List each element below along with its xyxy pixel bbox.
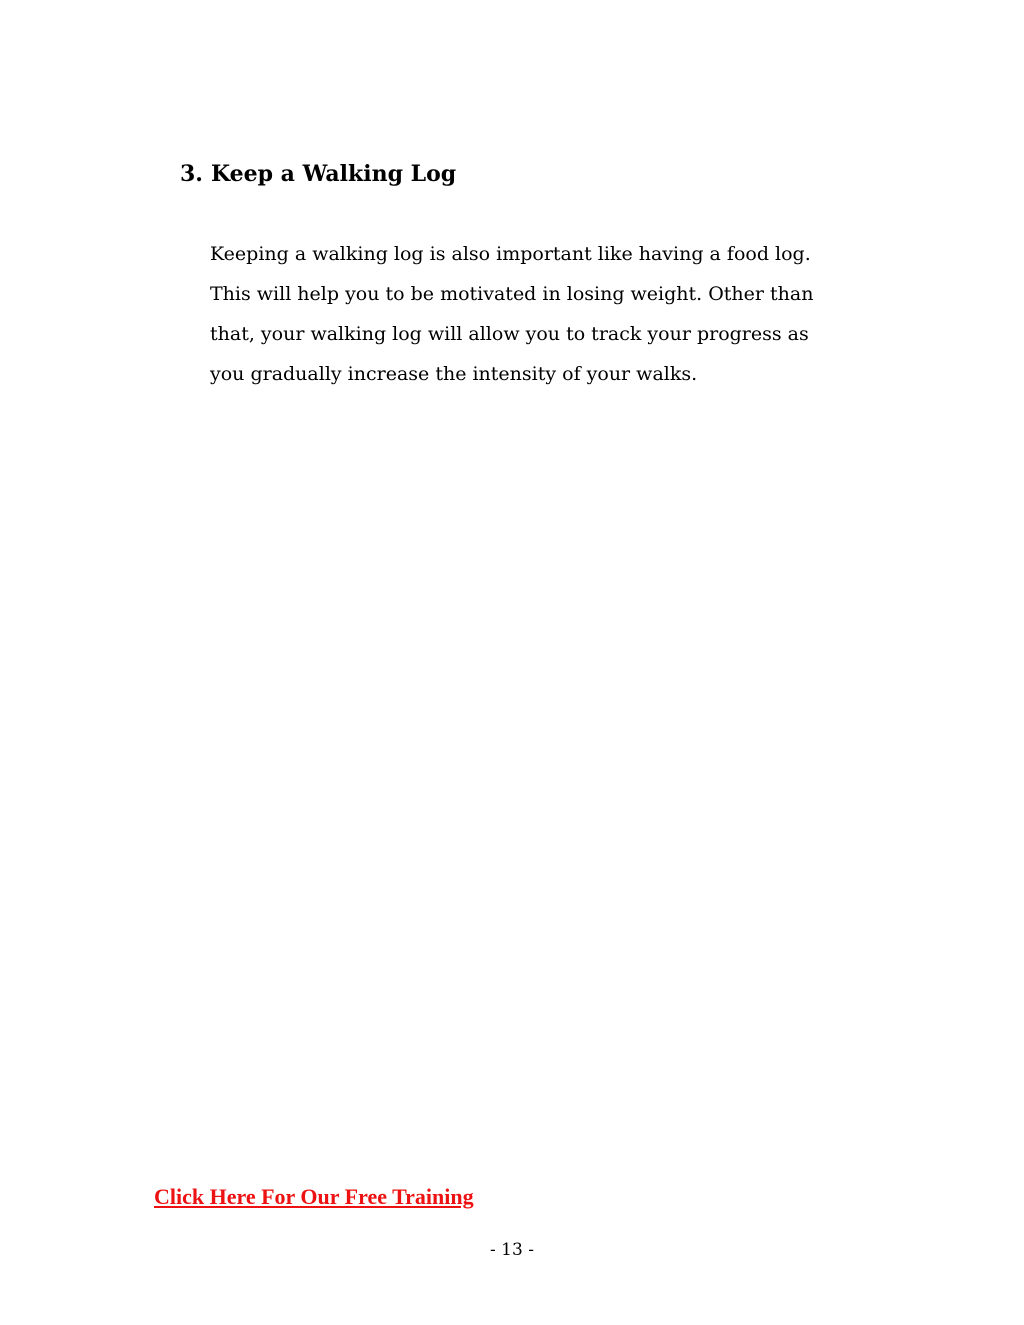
paragraph-line: that, your walking log will allow you to track your progress as bbox=[210, 323, 809, 345]
paragraph-line: Keeping a walking log is also important like having a food log. bbox=[210, 243, 811, 265]
section-title: Keep a Walking Log bbox=[211, 161, 457, 187]
free-training-link[interactable]: Click Here For Our Free Training bbox=[154, 1184, 474, 1209]
section-number: 3. bbox=[180, 161, 203, 187]
section-heading bbox=[180, 157, 456, 191]
section-paragraph bbox=[210, 234, 860, 394]
page-number: - 13 - bbox=[490, 1240, 534, 1260]
paragraph-line: This will help you to be motivated in losing weight. Other than bbox=[210, 283, 814, 305]
paragraph-line: you gradually increase the intensity of your walks. bbox=[210, 363, 698, 385]
